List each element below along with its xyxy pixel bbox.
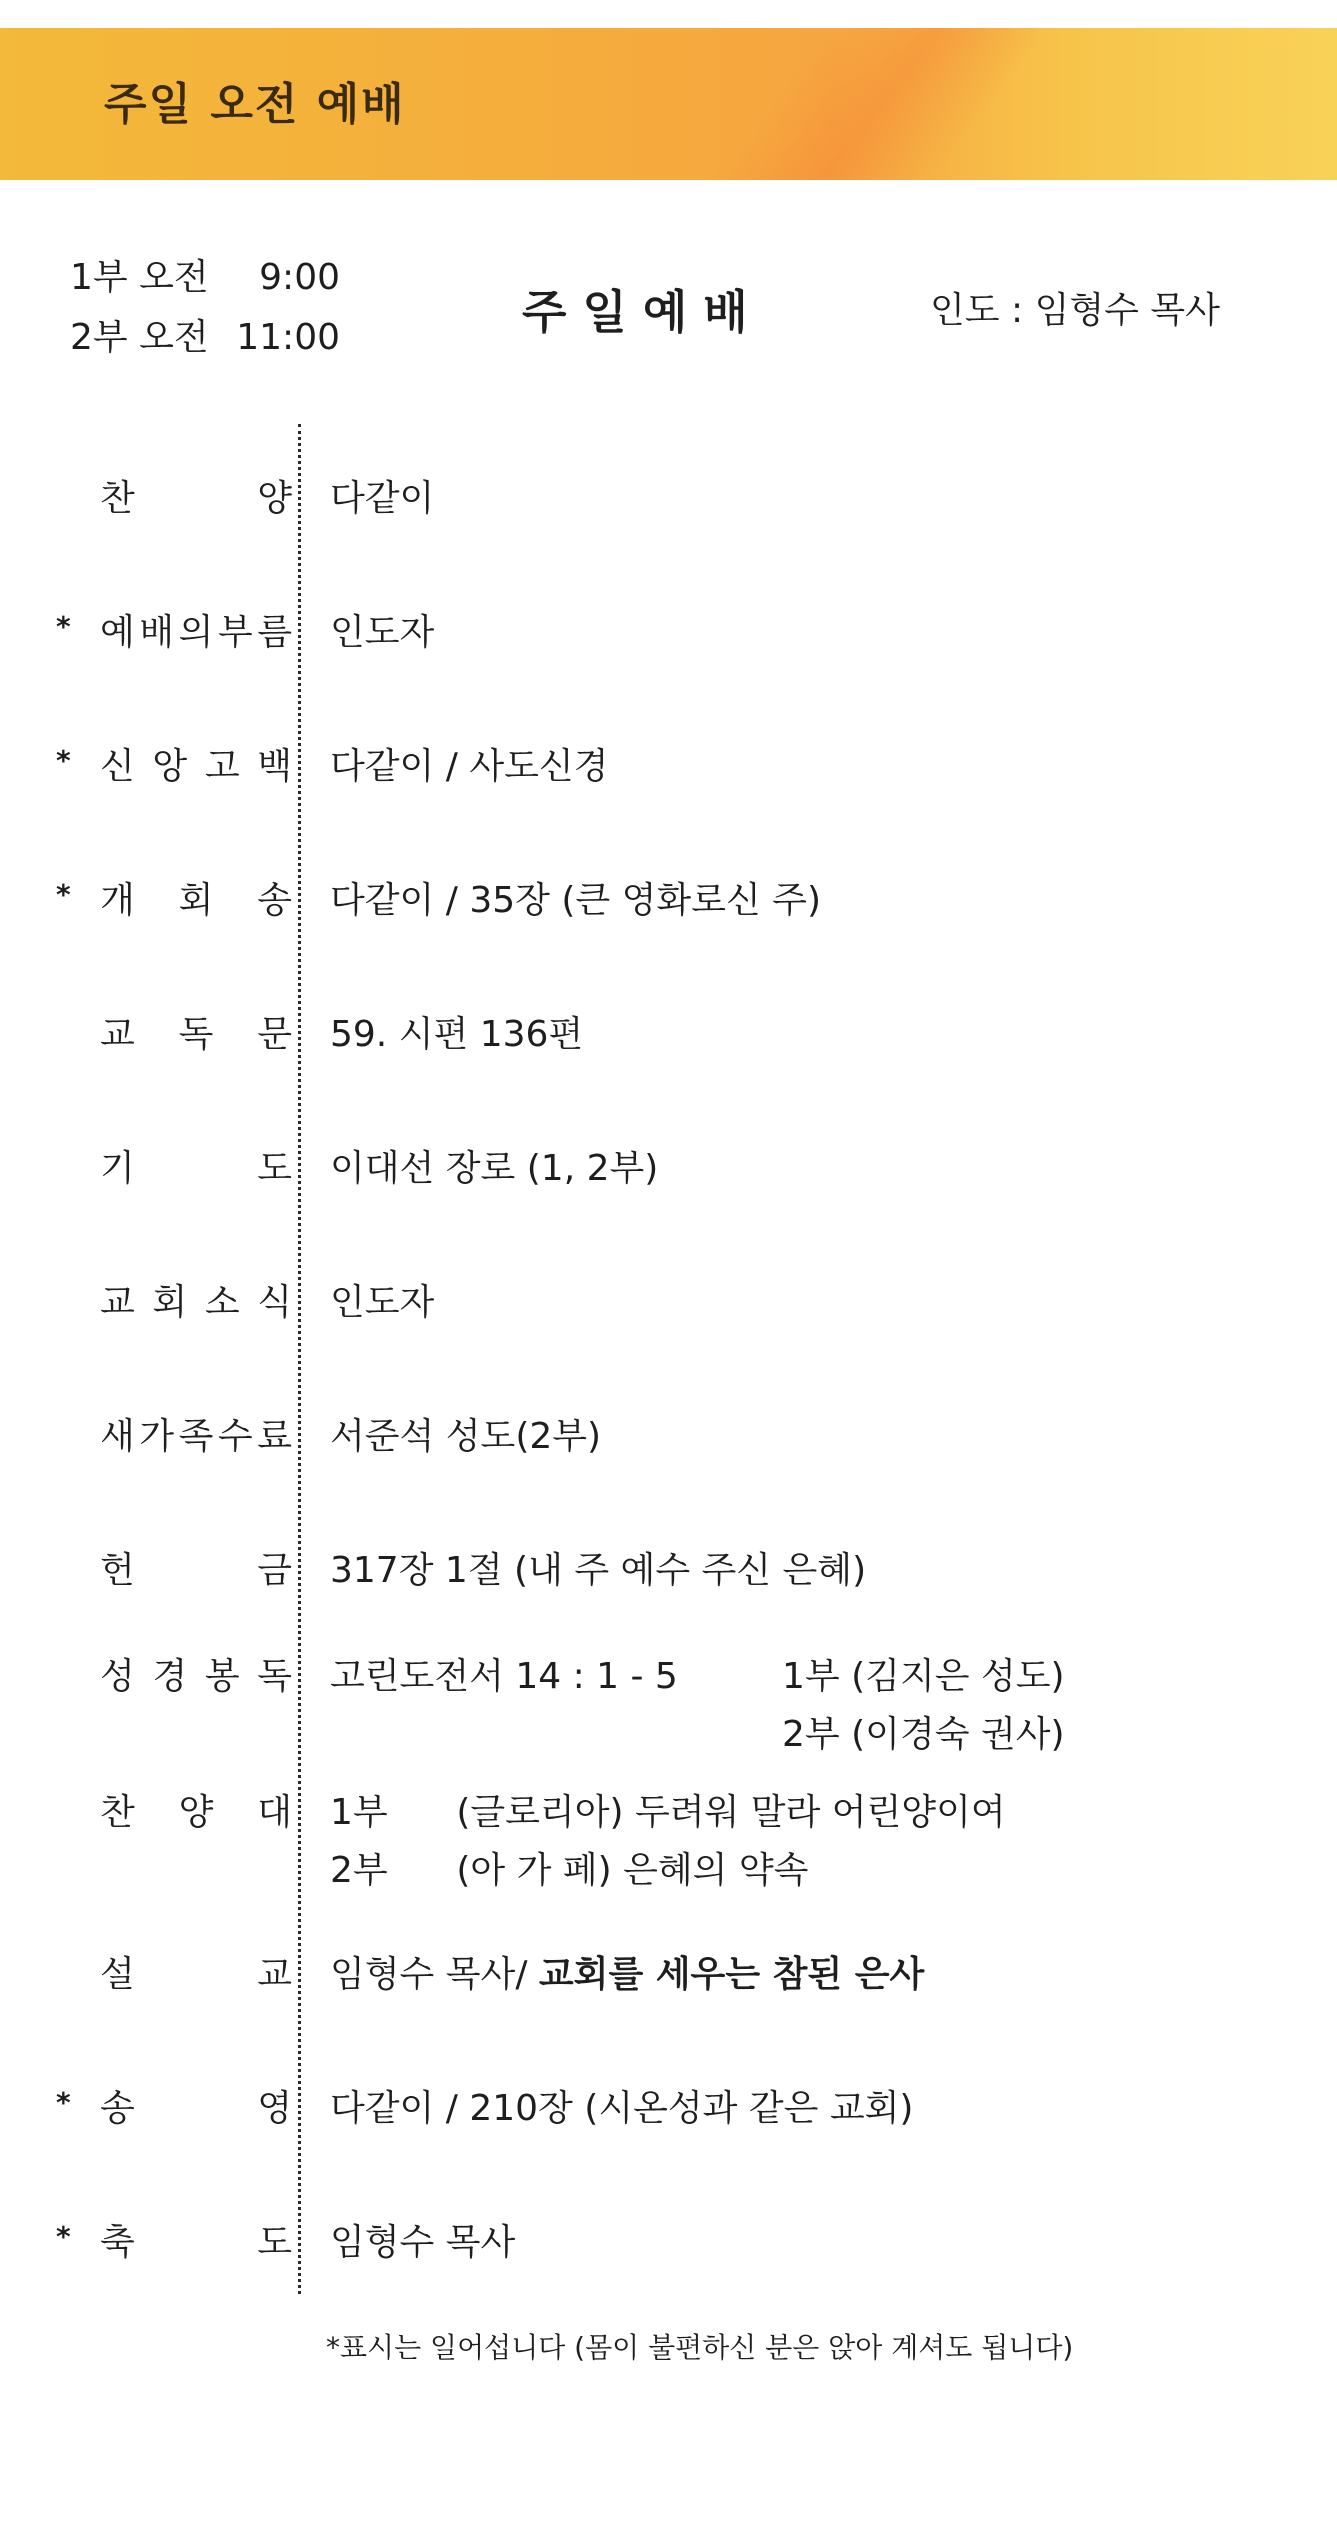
page-title: 주일 오전 예배 <box>104 79 406 130</box>
order-item-label <box>100 2214 292 2265</box>
order-item-value: 317장 1절 (내 주 예수 주신 은혜) <box>330 1550 867 1591</box>
service-title: 주일예배 <box>522 285 764 339</box>
label-char: 찬 <box>100 1792 135 1833</box>
service-time-label: 2부 오전 <box>70 317 209 358</box>
service-time-value: 9:00 <box>259 257 340 298</box>
service-leader: 인도 : 임형수 목사 <box>930 290 1220 331</box>
order-item-label <box>100 1274 292 1325</box>
label-char: 앙 <box>152 746 188 787</box>
scripture-reader-first: 1부 (김지은 성도) <box>782 1656 1065 1697</box>
order-item-value: 59. 시편 136편 <box>330 1014 584 1055</box>
standing-marker: * <box>56 744 71 777</box>
label-char: 축 <box>100 2222 135 2263</box>
order-item-label <box>100 1140 292 1191</box>
order-item-label <box>100 738 292 789</box>
label-char: 가 <box>139 1416 175 1457</box>
label-char: 고 <box>204 746 240 787</box>
label-char: 영 <box>257 2088 292 2129</box>
label-char: 부 <box>217 612 253 653</box>
order-item-value-second: 2부 (아 가 페) 은혜의 약속 <box>330 1850 809 1891</box>
label-char: 기 <box>100 1148 135 1189</box>
scripture-reader-second: 2부 (이경숙 권사) <box>782 1714 1065 1755</box>
label-char: 금 <box>257 1550 292 1591</box>
label-char: 족 <box>178 1416 214 1457</box>
order-item-value: 인도자 <box>330 1282 435 1323</box>
standing-marker: * <box>56 2220 71 2253</box>
order-item-label <box>100 872 292 923</box>
label-char: 봉 <box>204 1656 240 1697</box>
footnote: *표시는 일어섭니다 (몸이 불편하신 분은 앉아 계셔도 됩니다) <box>326 2331 1074 2364</box>
label-char: 찬 <box>100 478 135 519</box>
label-char: 송 <box>257 880 292 921</box>
service-times <box>70 248 340 368</box>
order-item-value: 다같이 <box>330 478 435 519</box>
label-char: 교 <box>257 1954 292 1995</box>
order-item-value: 인도자 <box>330 612 435 653</box>
preacher: 임형수 목사/ <box>330 1954 539 1995</box>
dotted-divider <box>298 424 301 2294</box>
service-time-row <box>70 308 340 368</box>
order-item-label <box>100 470 292 521</box>
label-char: 회 <box>152 1282 188 1323</box>
label-char: 회 <box>178 880 214 921</box>
label-char: 양 <box>257 478 292 519</box>
label-char: 백 <box>257 746 292 787</box>
order-item-label <box>100 1542 292 1593</box>
order-item-value: 1부 (글로리아) 두려워 말라 어린양이여 <box>330 1792 1006 1833</box>
banner-decoration <box>658 28 1081 180</box>
order-item-label <box>100 1006 292 1057</box>
order-item-value: 다같이 / 210장 (시온성과 같은 교회) <box>330 2088 914 2129</box>
label-char: 개 <box>100 880 135 921</box>
label-char: 독 <box>257 1656 292 1697</box>
label-char: 문 <box>257 1014 292 1055</box>
label-char: 송 <box>100 2088 135 2129</box>
label-char: 양 <box>178 1792 214 1833</box>
order-item-value: 이대선 장로 (1, 2부) <box>330 1148 659 1189</box>
label-char: 설 <box>100 1954 135 1995</box>
label-char: 교 <box>100 1014 135 1055</box>
order-item-label <box>100 1648 292 1699</box>
order-item-value: 임형수 목사 <box>330 2222 516 2263</box>
label-char: 경 <box>152 1656 188 1697</box>
label-char: 예 <box>100 612 135 653</box>
label-char: 교 <box>100 1282 135 1323</box>
label-char: 소 <box>204 1282 240 1323</box>
order-item-label <box>100 1784 292 1835</box>
order-item-value: 다같이 / 35장 (큰 영화로신 주) <box>330 880 822 921</box>
sermon-title: 교회를 세우는 참된 은사 <box>538 1954 925 1995</box>
label-char: 도 <box>257 1148 292 1189</box>
service-time-row <box>70 248 340 308</box>
order-item-value: 고린도전서 14 : 1 - 5 <box>330 1656 678 1697</box>
standing-marker: * <box>56 2086 71 2119</box>
order-item-label <box>100 1946 292 1997</box>
header-banner <box>0 28 1337 180</box>
order-item-label <box>100 1408 292 1459</box>
label-char: 신 <box>100 746 135 787</box>
order-item-value: 서준석 성도(2부) <box>330 1416 602 1457</box>
label-char: 수 <box>217 1416 253 1457</box>
label-char: 배 <box>139 612 175 653</box>
order-item-label <box>100 604 292 655</box>
label-char: 름 <box>257 612 292 653</box>
label-char: 독 <box>178 1014 214 1055</box>
label-char: 료 <box>257 1416 292 1457</box>
order-item-value: 다같이 / 사도신경 <box>330 746 609 787</box>
order-item-label <box>100 2080 292 2131</box>
standing-marker: * <box>56 610 71 643</box>
label-char: 의 <box>178 612 214 653</box>
order-item-value <box>330 1946 924 1997</box>
label-char: 새 <box>100 1416 135 1457</box>
service-time-label: 1부 오전 <box>70 257 209 298</box>
label-char: 대 <box>257 1792 292 1833</box>
label-char: 도 <box>257 2222 292 2263</box>
label-char: 헌 <box>100 1550 135 1591</box>
label-char: 성 <box>100 1656 135 1697</box>
service-time-value: 11:00 <box>236 317 340 358</box>
standing-marker: * <box>56 878 71 911</box>
label-char: 식 <box>257 1282 292 1323</box>
